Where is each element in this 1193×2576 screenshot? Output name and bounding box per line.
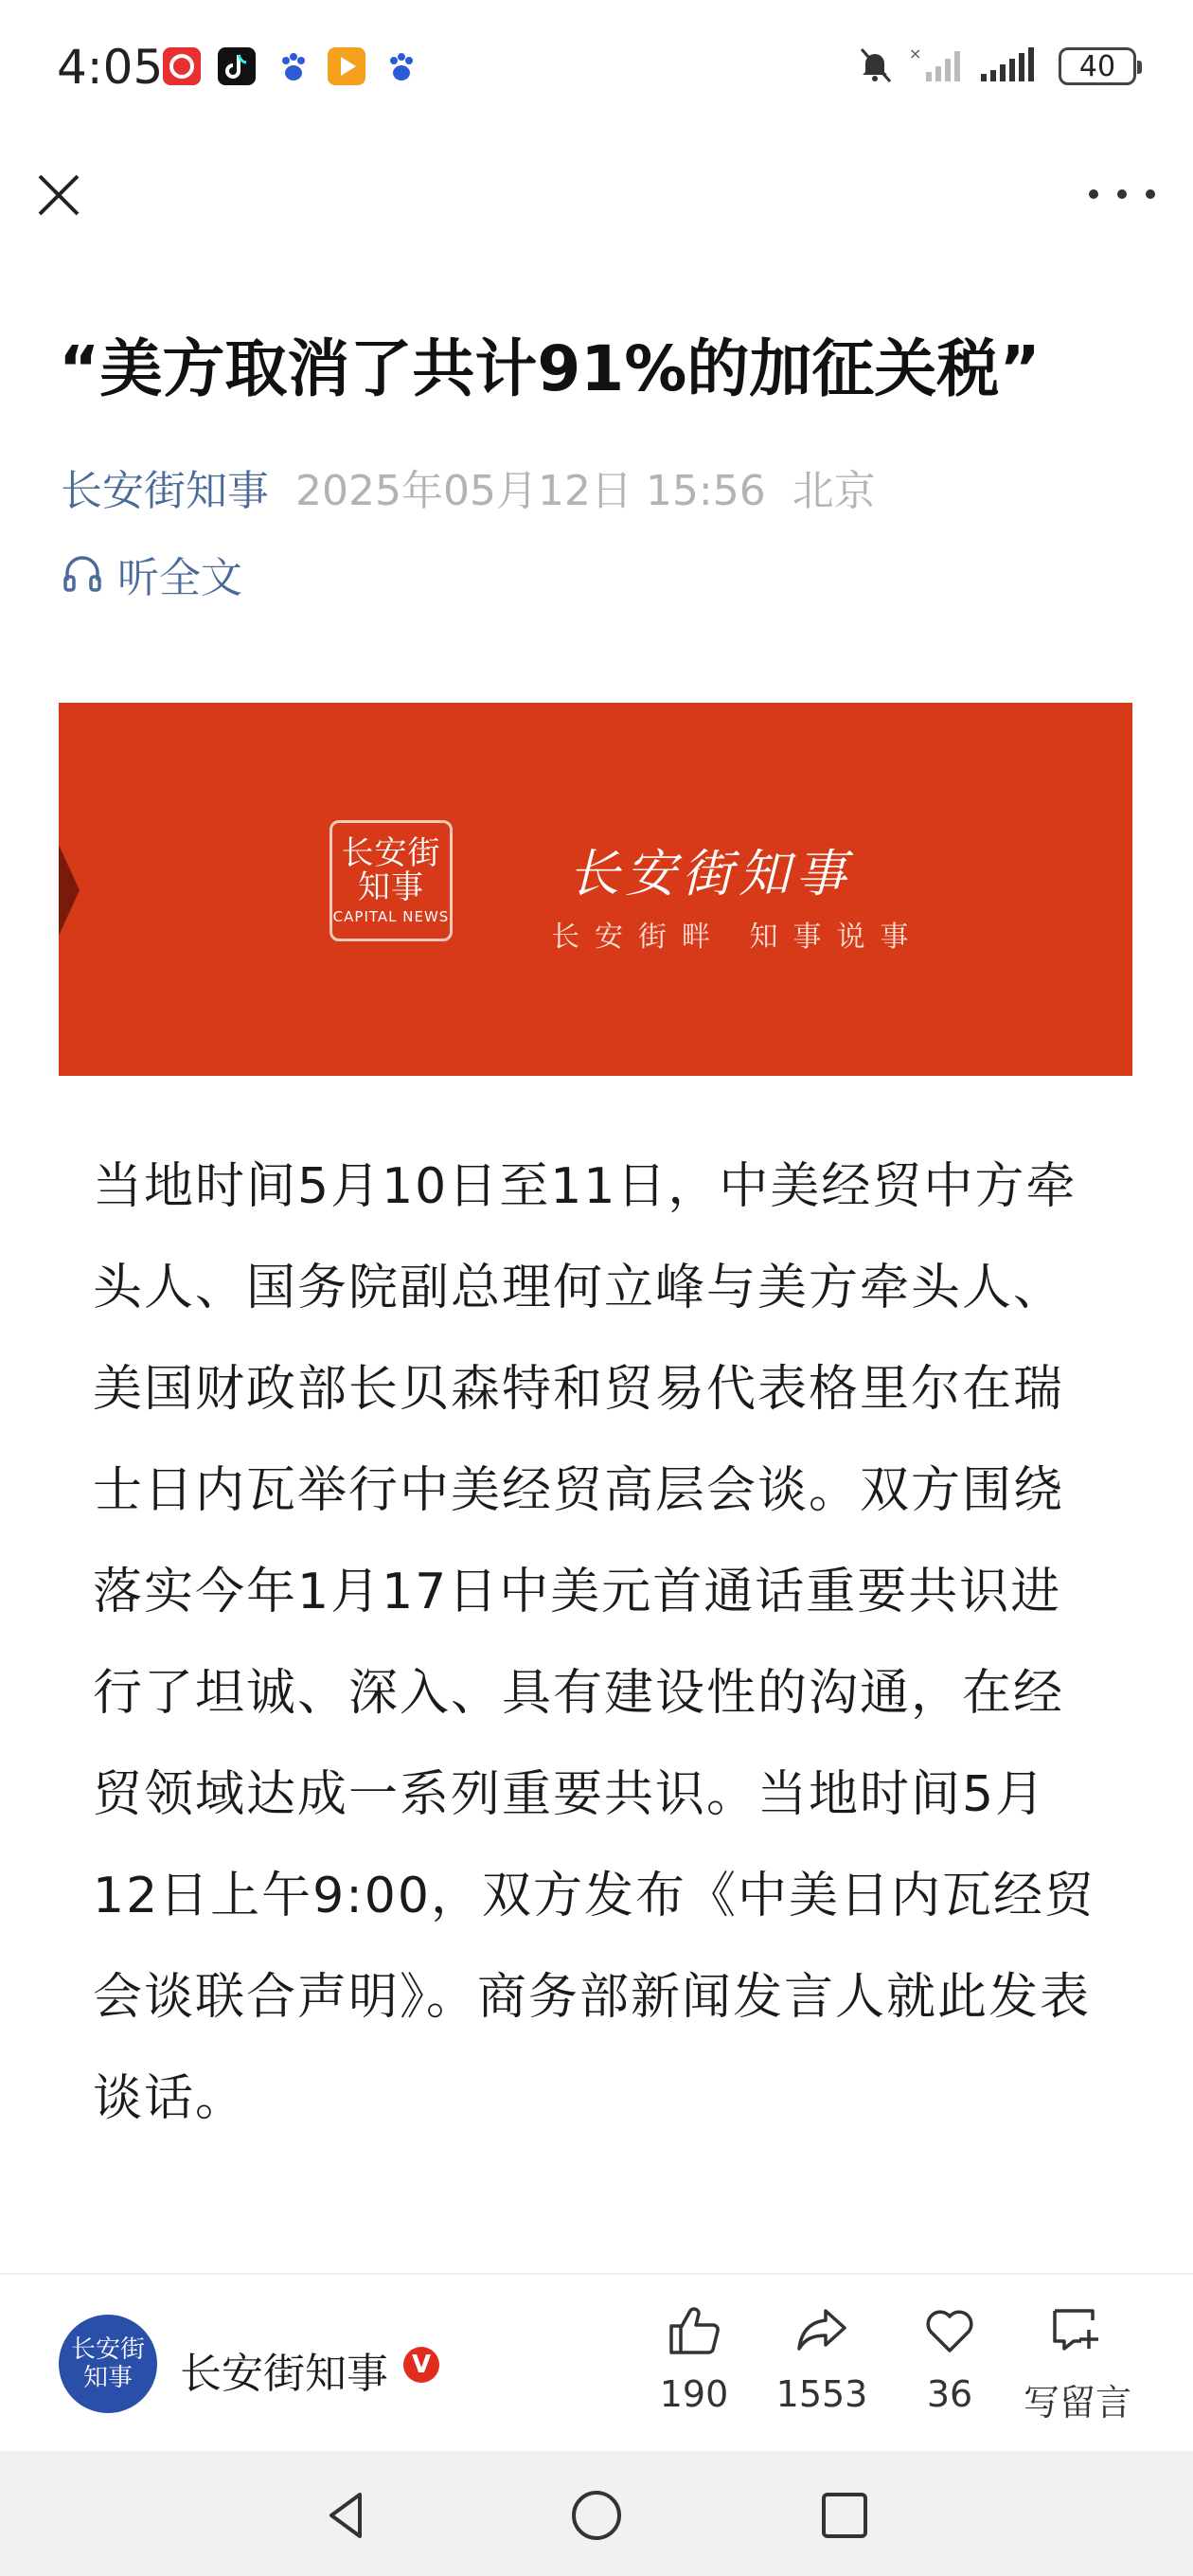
headphones-icon: [61, 552, 104, 596]
more-dot: [1117, 189, 1127, 199]
banner-logo-line1: 长安街: [341, 834, 441, 872]
article-banner-image: [59, 703, 1132, 1076]
banner-name: 长安街知事: [568, 844, 852, 903]
listen-full-text-button[interactable]: [61, 544, 242, 604]
status-bar: [0, 0, 1193, 133]
back-triangle-icon: [318, 2487, 375, 2544]
favorite-button[interactable]: [888, 2299, 1011, 2415]
like-button[interactable]: [632, 2299, 756, 2415]
article-date: 2025年05月12日 15:56: [295, 467, 766, 515]
status-indicators: [854, 44, 1136, 89]
video-player-icon: [328, 47, 365, 85]
signal-icon: [979, 44, 1045, 89]
dianping-icon: [163, 47, 201, 85]
thumbs-up-icon: [664, 2299, 724, 2360]
mute-bell-icon: [854, 44, 896, 89]
recents-square-icon: [816, 2487, 873, 2544]
share-icon: [792, 2299, 852, 2360]
system-navigation-bar: [0, 2451, 1193, 2576]
like-count: 190: [659, 2373, 729, 2415]
baidu-icon: [383, 47, 420, 85]
svg-text:×: ×: [909, 45, 922, 63]
listen-label: 听全文: [117, 554, 242, 602]
no-signal-icon: [909, 44, 966, 89]
share-count: 1553: [775, 2373, 868, 2415]
status-time: 4:05: [57, 40, 164, 95]
article-title: “美方取消了共计91%的加征关税”: [59, 332, 1041, 405]
verified-badge: V: [403, 2347, 439, 2383]
close-icon: [30, 167, 87, 224]
battery-indicator: [1059, 47, 1136, 85]
article-location: 北京: [792, 467, 876, 515]
battery-level: 40: [1078, 49, 1116, 83]
more-options-button[interactable]: [1089, 170, 1155, 218]
comment-add-icon: [1047, 2299, 1108, 2360]
account-name[interactable]: 长安街知事: [180, 2350, 388, 2398]
banner-arrow-decoration: [59, 845, 80, 936]
top-nav: [0, 152, 1193, 237]
banner-logo-line2: 知事: [358, 868, 424, 906]
banner-logo-sub: CAPITAL NEWS: [332, 908, 450, 925]
write-comment-label: 写留言: [1023, 2382, 1131, 2424]
home-button[interactable]: [568, 2487, 625, 2544]
banner-tagline: 长安街畔 知事说事: [551, 921, 924, 954]
article-body: 当地时间5月10日至11日，中美经贸中方牵头人、国务院副总理何立峰与美方牵头人、美国财政部长贝森特和贸易代表格里尔在瑞士日内瓦举行中美经贸高层会谈。双方围绕落实今年1月17日中美元首通话重要共识进行了坦诚、深入、具有建设性的沟通，在经贸领域达成一系列重要共识。当地时间5月12日上午9:00，双方发布《中美日内瓦经贸会谈联合声明》。商务部新闻发言人就此发表谈话。: [93, 1158, 1095, 2127]
article-author-link[interactable]: 长安街知事: [61, 467, 269, 515]
banner-logo: [329, 820, 453, 941]
avatar-text-2: 知事: [82, 2364, 133, 2392]
bottom-action-bar: [0, 2273, 1193, 2453]
more-dot: [1089, 189, 1098, 199]
share-button[interactable]: [760, 2299, 883, 2415]
more-dot: [1146, 189, 1155, 199]
back-button[interactable]: [318, 2487, 375, 2544]
heart-icon: [919, 2299, 980, 2360]
write-comment-button[interactable]: [1016, 2299, 1139, 2425]
douyin-icon: [218, 47, 256, 85]
close-button[interactable]: [30, 167, 87, 224]
avatar-text-1: 长安街: [70, 2335, 145, 2364]
recents-button[interactable]: [816, 2487, 873, 2544]
home-circle-icon: [568, 2487, 625, 2544]
article-meta: [61, 456, 876, 517]
favorite-count: 36: [926, 2373, 973, 2415]
baidu-icon: [275, 47, 312, 85]
account-avatar[interactable]: [59, 2315, 157, 2413]
